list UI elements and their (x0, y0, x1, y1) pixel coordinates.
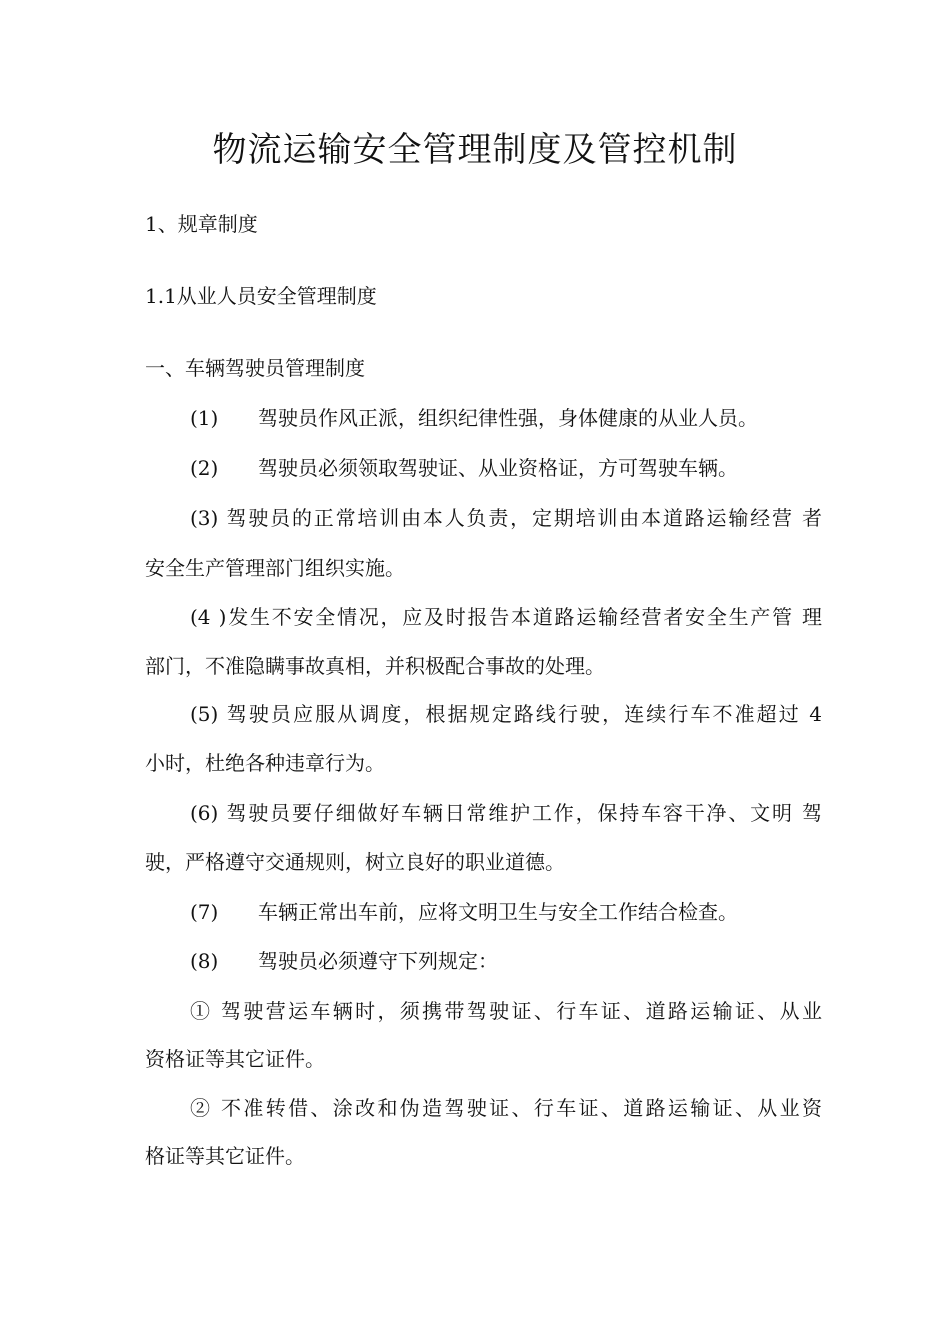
rule-item-4-line-2: 部门，不准隐瞒事故真相，并积极配合事故的处理。 (145, 654, 605, 678)
rule-text: 车辆正常出车前，应将文明卫生与安全工作结合检查。 (258, 900, 738, 924)
rule-number: (7) (190, 900, 219, 924)
rule-item-5-line-1: (5) 驾驶员应服从调度，根据规定路线行驶，连续行车不准超过 4 (190, 702, 822, 726)
sub-rule-1-line-1: ① 驾驶营运车辆时，须携带驾驶证、行车证、道路运输证、从业 (190, 999, 822, 1023)
rule-number: (8) (190, 949, 219, 973)
sub-rule-1-line-2: 资格证等其它证件。 (145, 1047, 325, 1071)
rule-item-8 (190, 945, 870, 974)
rule-item-7 (190, 896, 870, 925)
rule-item-1 (190, 402, 870, 431)
rule-item-3-line-1: (3) 驾驶员的正常培训由本人负责，定期培训由本道路运输经营 者 (190, 506, 822, 530)
rule-text: 驾驶员作风正派，组织纪律性强，身体健康的从业人员。 (258, 406, 758, 430)
sub-rule-2-line-1: ② 不准转借、涂改和伪造驾驶证、行车证、道路运输证、从业资 (190, 1096, 822, 1120)
document-title: 物流运输安全管理制度及管控机制 (212, 130, 738, 170)
rule-text: 驾驶员必须遵守下列规定： (258, 949, 498, 973)
rule-item-3-line-2: 安全生产管理部门组织实施。 (145, 556, 405, 580)
rule-item-4-line-1: (4 )发生不安全情况，应及时报告本道路运输经营者安全生产管 理 (190, 605, 822, 629)
subsection-heading-driver-rules: 一、车辆驾驶员管理制度 (145, 356, 365, 380)
rule-text: 驾驶员必须领取驾驶证、从业资格证，方可驾驶车辆。 (258, 456, 738, 480)
rule-number: (2) (190, 456, 219, 480)
sub-rule-2-line-2: 格证等其它证件。 (145, 1144, 305, 1168)
rule-item-2 (190, 452, 870, 481)
rule-item-6-line-1: (6) 驾驶员要仔细做好车辆日常维护工作，保持车容干净、文明 驾 (190, 801, 822, 825)
section-heading-1-1: 1.1从业人员安全管理制度 (145, 284, 377, 308)
section-heading-1: 1、规章制度 (145, 212, 258, 236)
rule-item-5-line-2: 小时，杜绝各种违章行为。 (145, 751, 385, 775)
rule-number: (1) (190, 406, 219, 430)
rule-item-6-line-2: 驶，严格遵守交通规则，树立良好的职业道德。 (145, 850, 565, 874)
